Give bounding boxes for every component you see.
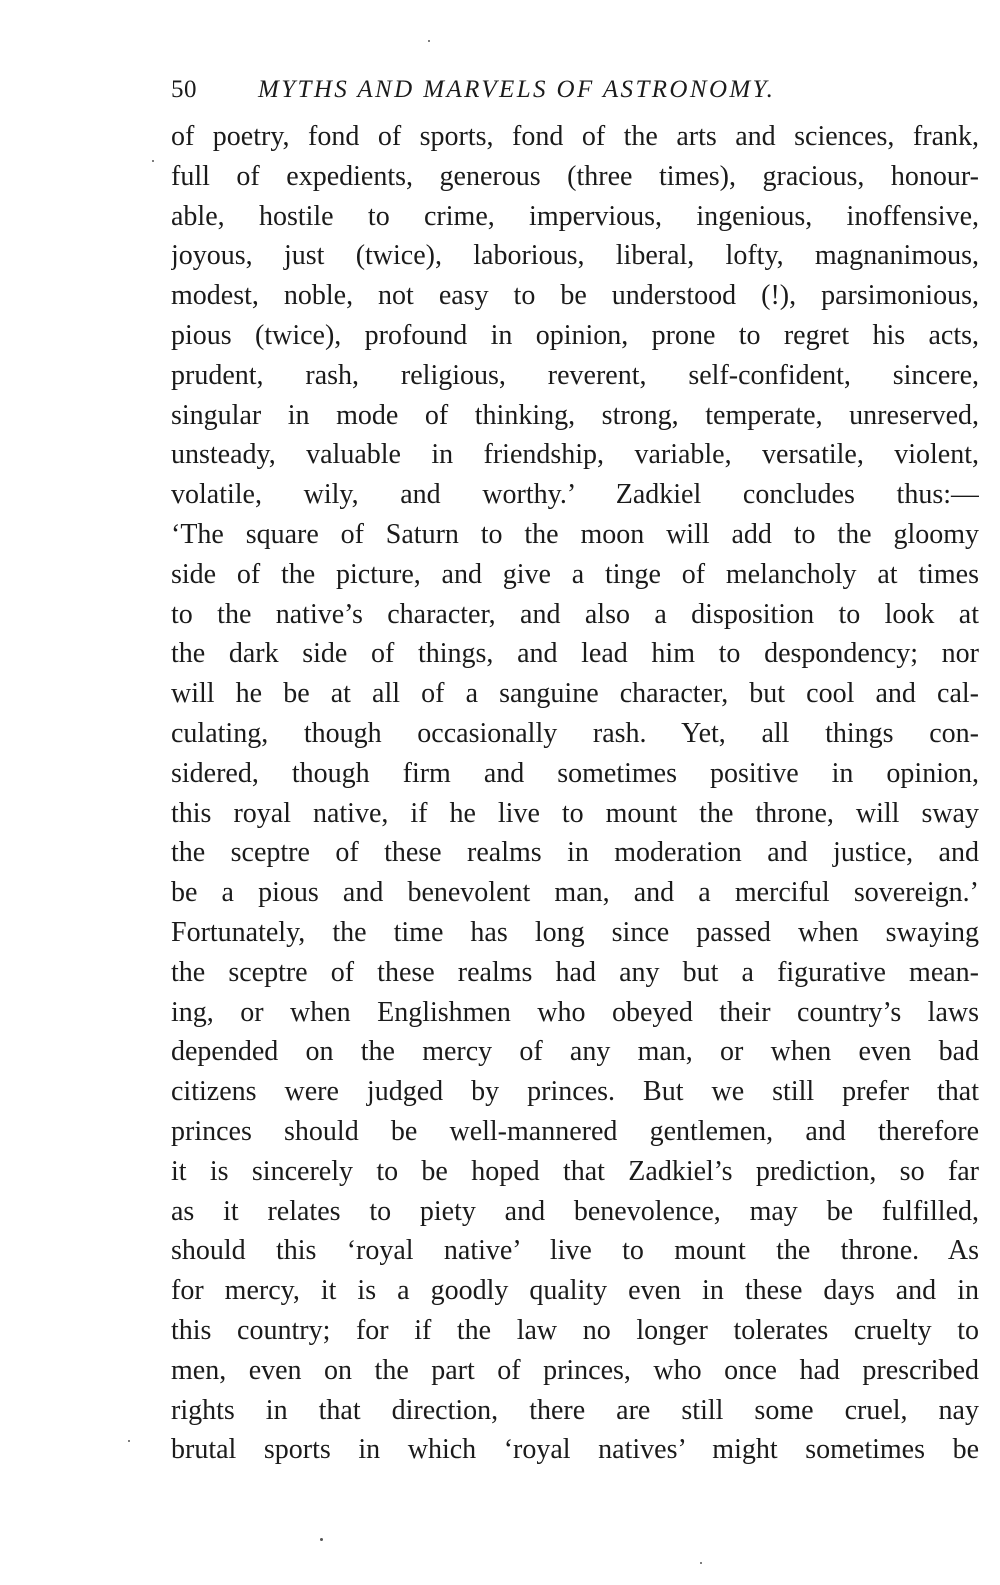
text-line: to the native’s character, and also a disposition to look at (171, 598, 979, 630)
text-line: full of expedients, generous (three times), gracious, honour- (171, 160, 979, 192)
text-line: ing, or when Englishmen who obeyed their country’s laws (171, 996, 979, 1028)
text-line: pious (twice), profound in opinion, prone to regret his acts, (171, 319, 979, 351)
running-header (171, 74, 981, 114)
body-text (171, 117, 979, 1470)
text-line: the sceptre of these realms had any but a figurative mean- (171, 956, 979, 988)
text-line: will he be at all of a sanguine character, but cool and cal- (171, 678, 979, 710)
text-line: able, hostile to crime, impervious, ingenious, inoffensive, (171, 200, 979, 232)
text-line: it is sincerely to be hoped that Zadkiel’s prediction, so far (171, 1155, 979, 1187)
text-line: for mercy, it is a goodly quality even in these days and in (171, 1275, 979, 1307)
text-line: prudent, rash, religious, reverent, self-confident, sincere, (171, 359, 979, 391)
text-line: be a pious and benevolent man, and a merciful sovereign.’ (171, 877, 979, 909)
text-line: should this ‘royal native’ live to mount the throne. As (171, 1235, 979, 1267)
text-line: the sceptre of these realms in moderation and justice, and (171, 837, 979, 869)
scan-speck (700, 1562, 702, 1564)
scan-speck (128, 1440, 130, 1442)
text-line: princes should be well-mannered gentlemen, and therefore (171, 1115, 979, 1147)
text-line: citizens were judged by princes. But we still prefer that (171, 1076, 979, 1108)
text-line: brutal sports in which ‘royal natives’ might sometimes be (171, 1434, 979, 1466)
text-line: this royal native, if he live to mount the throne, will sway (171, 797, 979, 829)
text-line: joyous, just (twice), laborious, liberal, lofty, magnanimous, (171, 240, 979, 272)
scan-speck (152, 160, 154, 162)
text-line: singular in mode of thinking, strong, temperate, unreserved, (171, 399, 979, 431)
text-line: unsteady, valuable in friendship, variable, versatile, violent, (171, 439, 979, 471)
text-line: this country; for if the law no longer tolerates cruelty to (171, 1314, 979, 1346)
text-line: sidered, though firm and sometimes positive in opinion, (171, 757, 979, 789)
text-line: culating, though occasionally rash. Yet, all things con- (171, 717, 979, 749)
scan-speck (320, 1538, 323, 1541)
text-line: ‘The square of Saturn to the moon will add to the gloomy (171, 518, 979, 550)
running-title: MYTHS AND MARVELS OF ASTRONOMY. (258, 76, 776, 103)
text-line: modest, noble, not easy to be understood (!), parsimonious, (171, 280, 979, 312)
text-line: men, even on the part of princes, who once had prescribed (171, 1354, 979, 1386)
text-line: rights in that direction, there are still some cruel, nay (171, 1394, 979, 1426)
text-line: side of the picture, and give a tinge of melancholy at times (171, 558, 979, 590)
scan-speck (428, 40, 430, 42)
text-line: as it relates to piety and benevolence, may be fulfilled, (171, 1195, 979, 1227)
text-line: Fortunately, the time has long since passed when swaying (171, 916, 979, 948)
text-line: depended on the mercy of any man, or when even bad (171, 1036, 979, 1068)
text-line: the dark side of things, and lead him to despondency; nor (171, 638, 979, 670)
page-number: 50 (171, 76, 197, 103)
text-line: volatile, wily, and worthy.’ Zadkiel concludes thus:— (171, 479, 979, 511)
text-line: of poetry, fond of sports, fond of the arts and sciences, frank, (171, 121, 979, 152)
